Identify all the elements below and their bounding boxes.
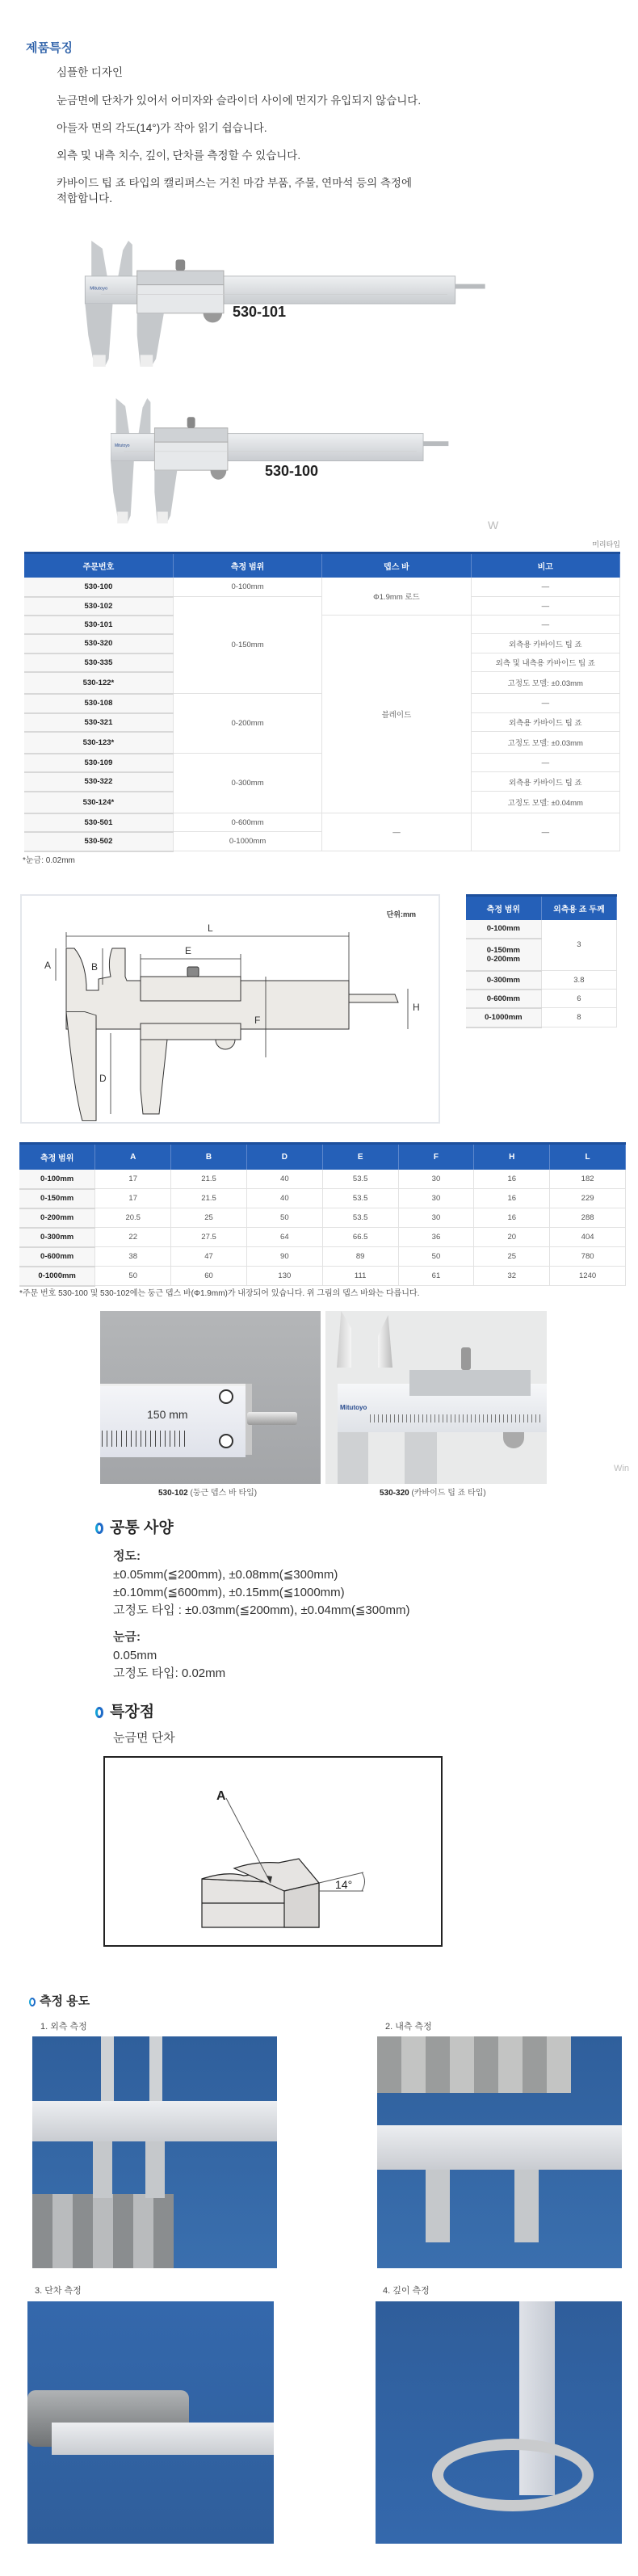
table-row	[24, 616, 620, 634]
range-cell: 0-100mm	[19, 1170, 95, 1189]
dimension-cell: 25	[171, 1208, 247, 1228]
dimension-cell: 53.5	[322, 1170, 398, 1189]
table-row	[19, 1208, 626, 1228]
note-cell: 외측용 카바이드 팁 죠	[471, 634, 619, 653]
caption-desc: (카바이드 팁 죠 타입)	[411, 1489, 486, 1498]
jaw-thickness-table	[466, 894, 617, 1028]
dimension-cell: 53.5	[322, 1208, 398, 1228]
feature-item: 심플한 디자인	[57, 66, 123, 78]
ring-bullet-icon	[29, 1998, 36, 2007]
dimension-cell: 22	[95, 1228, 171, 1247]
usage-caption: 2. 내측 측정	[385, 2022, 432, 2032]
usage-caption: 1. 외측 측정	[40, 2022, 87, 2032]
model-label-530-101: 530-101	[233, 304, 287, 320]
col-header: B	[171, 1144, 247, 1170]
dimension-cell: 40	[246, 1189, 322, 1208]
highlight-item: 눈금면 단차	[113, 1731, 175, 1745]
table-row	[466, 920, 617, 939]
col-header: D	[246, 1144, 322, 1170]
accuracy-line: ±0.05mm(≦200mm), ±0.08mm(≦300mm)	[113, 1568, 338, 1582]
dimension-cell: 61	[398, 1267, 474, 1286]
dim-label-h: H	[413, 1002, 420, 1013]
order-number-cell: 530-124*	[24, 792, 173, 813]
col-header-depth-bar: 뎁스 바	[322, 553, 471, 578]
dimension-cell: 20.5	[95, 1208, 171, 1228]
caption-model: 530-320	[380, 1489, 409, 1498]
photo-step-measurement	[27, 2301, 274, 2544]
angle-label: 14°	[335, 1878, 353, 1891]
ring-bullet-icon	[95, 1523, 103, 1534]
note-cell: —	[471, 813, 619, 851]
table-row	[19, 1189, 626, 1208]
section-title-text: 공통 사양	[110, 1519, 174, 1536]
caption-desc: (둥근 뎁스 바 타입)	[190, 1489, 258, 1498]
accuracy-line: 고정도 타입 : ±0.03mm(≦200mm), ±0.04mm(≦300mm)	[113, 1603, 410, 1617]
brand-logo: Mitutoyo	[340, 1404, 367, 1411]
dimension-cell: 50	[95, 1267, 171, 1286]
photo-round-depth-bar	[100, 1311, 321, 1484]
note-cell: 외측용 카바이드 팁 죠	[471, 772, 619, 792]
graduation-label: 눈금:	[113, 1630, 141, 1644]
table-row	[19, 1170, 626, 1189]
dimension-cell: 66.5	[322, 1228, 398, 1247]
accuracy-label: 정도:	[113, 1549, 141, 1563]
col-header: A	[95, 1144, 171, 1170]
photo-outside-measurement	[32, 2036, 277, 2268]
dimension-cell: 21.5	[171, 1189, 247, 1208]
graduation-line: 0.05mm	[113, 1649, 157, 1662]
common-spec-title	[95, 1515, 174, 1537]
jaw-thickness-cell: 3	[541, 920, 616, 971]
jaw-thickness-cell: 3.8	[541, 971, 616, 990]
range-cell: 0-1000mm	[173, 832, 321, 851]
order-footnote: *눈금: 0.02mm	[23, 856, 75, 865]
dimension-cell: 50	[398, 1247, 474, 1267]
range-cell: 0-150mm 0-200mm	[466, 939, 541, 971]
col-header-range: 측정 범위	[466, 896, 541, 920]
caliper-530-100-image	[111, 398, 450, 523]
photo-inside-measurement	[377, 2036, 622, 2268]
unit-label: 단위:mm	[386, 910, 416, 918]
order-number-cell: 530-322	[24, 772, 173, 792]
dimension-cell: 16	[474, 1208, 550, 1228]
range-cell: 0-300mm	[173, 754, 321, 813]
photo-depth-measurement	[376, 2301, 622, 2544]
range-cell: 0-600mm	[466, 990, 541, 1008]
order-number-cell: 530-101	[24, 616, 173, 634]
dimension-cell: 60	[171, 1267, 247, 1286]
col-header: L	[550, 1144, 626, 1170]
range-cell: 0-100mm	[466, 920, 541, 939]
table-row	[466, 990, 617, 1008]
range-cell: 0-600mm	[173, 813, 321, 832]
dimension-cell: 36	[398, 1228, 474, 1247]
feature-item: 적합합니다.	[57, 192, 112, 204]
dimension-cell: 16	[474, 1170, 550, 1189]
caption-model: 530-102	[158, 1489, 188, 1498]
photo-caption-right	[380, 1486, 486, 1498]
range-cell: 0-200mm	[19, 1208, 95, 1228]
note-cell: —	[471, 578, 619, 597]
dimension-cell: 25	[474, 1247, 550, 1267]
dimension-cell: 30	[398, 1189, 474, 1208]
dimension-cell: 21.5	[171, 1170, 247, 1189]
dimension-cell: 40	[246, 1170, 322, 1189]
depth-bar-cell: Φ1.9mm 로드	[322, 578, 471, 616]
dimension-table	[19, 1142, 626, 1287]
accuracy-line: ±0.10mm(≦600mm), ±0.15mm(≦1000mm)	[113, 1586, 345, 1599]
dim-label-l: L	[208, 922, 213, 934]
range-cell: 0-150mm	[173, 597, 321, 694]
dimension-cell: 16	[474, 1189, 550, 1208]
scale-step-drawing	[105, 1758, 441, 1945]
order-number-cell: 530-321	[24, 713, 173, 732]
feature-item: 눈금면에 단차가 있어서 어미자와 슬라이더 사이에 먼지가 유입되지 않습니다.	[57, 95, 422, 107]
dimension-cell: 182	[550, 1170, 626, 1189]
range-cell: 0-1000mm	[466, 1008, 541, 1027]
dimension-cell: 404	[550, 1228, 626, 1247]
scale-text: 150 mm	[147, 1408, 188, 1421]
jaw-thickness-cell: 8	[541, 1008, 616, 1027]
range-cell: 0-300mm	[466, 971, 541, 990]
range-cell: 0-1000mm	[19, 1267, 95, 1286]
order-number-cell: 530-502	[24, 832, 173, 851]
dimension-cell: 780	[550, 1247, 626, 1267]
dim-label-e: E	[185, 945, 192, 956]
col-header: 측정 범위	[19, 1144, 95, 1170]
dimension-cell: 90	[246, 1247, 322, 1267]
dimension-cell: 1240	[550, 1267, 626, 1286]
dim-label-f: F	[254, 1015, 261, 1026]
graduation-line: 고정도 타입: 0.02mm	[113, 1666, 226, 1680]
dimension-cell: 17	[95, 1189, 171, 1208]
note-cell: 고정도 모델: ±0.04mm	[471, 792, 619, 813]
jaw-thickness-cell: 6	[541, 990, 616, 1008]
dimension-cell: 17	[95, 1170, 171, 1189]
table-row	[19, 1247, 626, 1267]
feature-item: 외측 및 내측 치수, 깊이, 단차를 측정할 수 있습니다.	[57, 149, 301, 162]
note-cell: 외측용 카바이드 팁 죠	[471, 713, 619, 732]
range-cell: 0-300mm	[19, 1228, 95, 1247]
dimension-cell: 111	[322, 1267, 398, 1286]
feature-item: 아들자 면의 각도(14°)가 작아 읽기 쉽습니다.	[57, 122, 267, 134]
dimension-cell: 229	[550, 1189, 626, 1208]
table-row	[19, 1228, 626, 1247]
note-cell: —	[471, 754, 619, 772]
photo-carbide-tip-jaw	[325, 1311, 547, 1484]
dimension-cell: 53.5	[322, 1189, 398, 1208]
scale-step-figure	[103, 1756, 443, 1947]
dimension-cell: 20	[474, 1228, 550, 1247]
dim-label-d: D	[99, 1073, 107, 1084]
dimension-cell: 30	[398, 1170, 474, 1189]
order-number-cell: 530-109	[24, 754, 173, 772]
dim-label-a: A	[44, 960, 52, 971]
dimension-cell: 30	[398, 1208, 474, 1228]
range-cell: 0-600mm	[19, 1247, 95, 1267]
watermark: W	[488, 519, 499, 532]
watermark: Win	[614, 1464, 629, 1473]
note-cell: 고정도 모델: ±0.03mm	[471, 732, 619, 754]
note-cell: —	[471, 616, 619, 634]
highlights-title	[95, 1700, 154, 1721]
features-title: 제품특징	[26, 41, 73, 55]
photo-caption-left	[158, 1486, 257, 1498]
dimension-diagram	[20, 894, 440, 1124]
usage-title	[29, 1992, 90, 2009]
unit-note: 미리타입	[592, 540, 620, 548]
note-cell: —	[471, 694, 619, 713]
order-number-cell: 530-320	[24, 634, 173, 653]
order-number-cell: 530-100	[24, 578, 173, 597]
dimension-cell: 27.5	[171, 1228, 247, 1247]
range-cell: 0-150mm	[19, 1189, 95, 1208]
col-header-jaw-thickness: 외측용 죠 두께	[541, 896, 616, 920]
table-row	[24, 578, 620, 597]
dimension-cell: 50	[246, 1208, 322, 1228]
table-row	[466, 1008, 617, 1027]
col-header-range: 측정 범위	[173, 553, 321, 578]
order-number-cell: 530-102	[24, 597, 173, 616]
arrow-label: A	[216, 1789, 226, 1803]
range-cell: 0-200mm	[173, 694, 321, 754]
order-number-cell: 530-123*	[24, 732, 173, 754]
model-label-530-100: 530-100	[265, 463, 319, 479]
ring-bullet-icon	[95, 1707, 103, 1718]
usage-caption: 4. 깊이 측정	[383, 2286, 430, 2296]
section-title-text: 특장점	[110, 1704, 155, 1721]
dim-label-b: B	[91, 961, 99, 973]
note-cell: 고정도 모델: ±0.03mm	[471, 672, 619, 694]
depth-bar-cell: —	[322, 813, 471, 851]
table-row	[19, 1267, 626, 1286]
col-header: E	[322, 1144, 398, 1170]
col-header: F	[398, 1144, 474, 1170]
dimension-cell: 130	[246, 1267, 322, 1286]
dimension-cell: 64	[246, 1228, 322, 1247]
order-table	[24, 552, 620, 852]
dimension-cell: 32	[474, 1267, 550, 1286]
caliper-dimension-drawing	[22, 896, 439, 1122]
order-number-cell: 530-108	[24, 694, 173, 713]
col-header: H	[474, 1144, 550, 1170]
order-number-cell: 530-501	[24, 813, 173, 832]
section-title-text: 측정 용도	[40, 1994, 90, 2008]
range-cell: 0-100mm	[173, 578, 321, 597]
table-row	[466, 971, 617, 990]
table-row	[24, 813, 620, 832]
order-number-cell: 530-335	[24, 653, 173, 672]
order-number-cell: 530-122*	[24, 672, 173, 694]
dimension-cell: 47	[171, 1247, 247, 1267]
dimension-cell: 288	[550, 1208, 626, 1228]
note-cell: —	[471, 597, 619, 616]
col-header-order: 주문번호	[24, 553, 173, 578]
col-header-note: 비고	[471, 553, 619, 578]
usage-caption: 3. 단차 측정	[35, 2286, 82, 2296]
feature-item: 카바이드 팁 죠 타입의 캘리퍼스는 거친 마감 부품, 주물, 연마석 등의 측정에	[57, 177, 412, 189]
depth-bar-cell: 블레이드	[322, 616, 471, 813]
dimension-cell: 89	[322, 1247, 398, 1267]
note-cell: 외측 및 내측용 카바이드 팁 죠	[471, 653, 619, 672]
dimension-cell: 38	[95, 1247, 171, 1267]
dimension-footnote: *주문 번호 530-100 및 530-102에는 둥근 뎁스 바(Φ1.9mm)가 내장되어 있습니다. 위 그림의 뎁스 바와는 다릅니다.	[19, 1289, 420, 1298]
